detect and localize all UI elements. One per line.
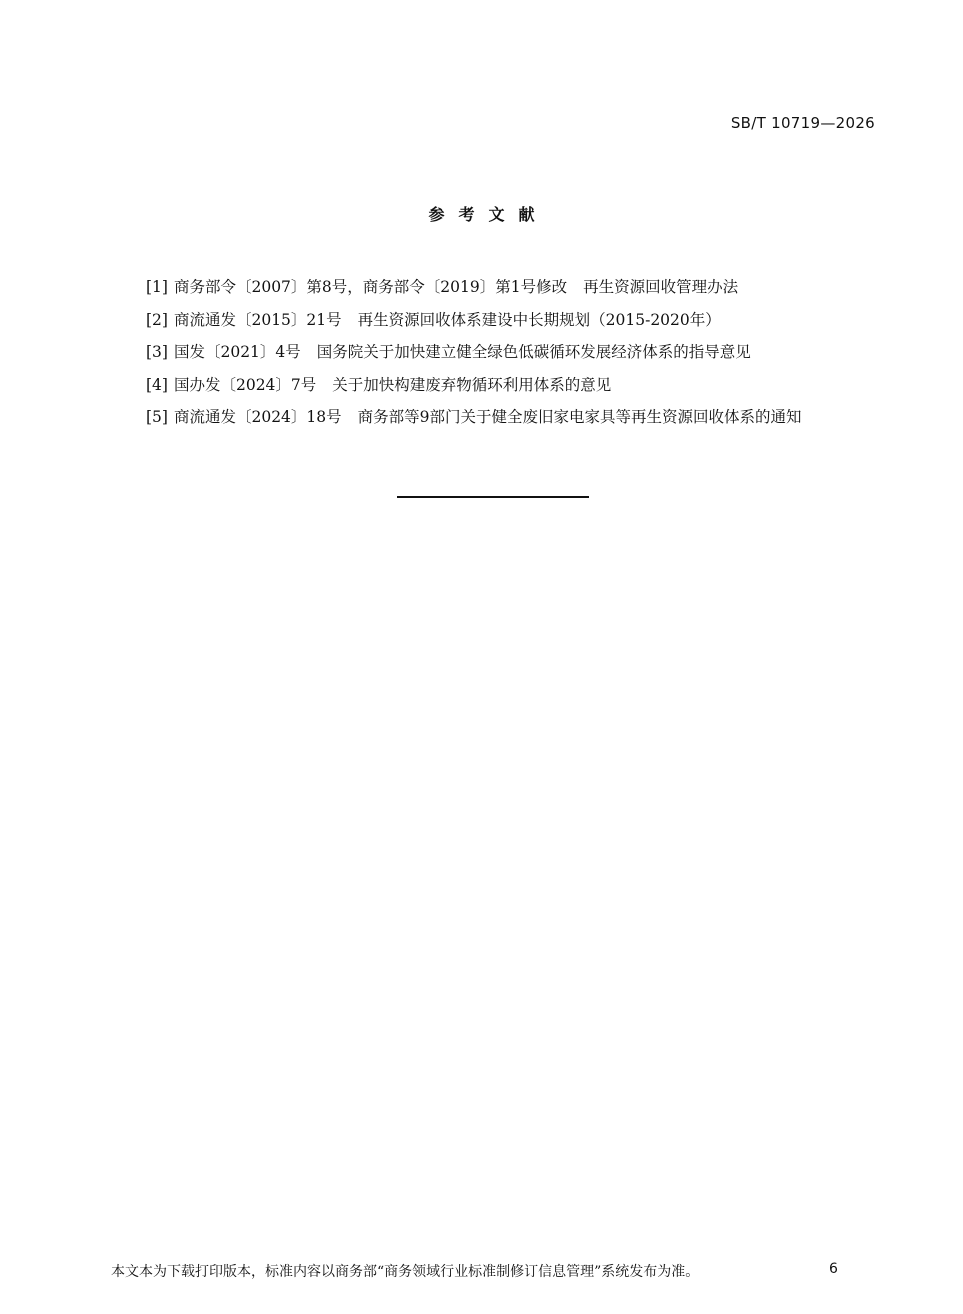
reference-number: [1] bbox=[146, 278, 168, 296]
reference-title: 再生资源回收管理办法 bbox=[583, 278, 739, 296]
reference-document-id: 国发〔2021〕4号 bbox=[173, 343, 301, 361]
reference-title: 关于加快构建废弃物循环利用体系的意见 bbox=[332, 375, 612, 394]
reference-document-id: 商流通发〔2024〕18号 bbox=[173, 408, 342, 426]
reference-document-id: 国办发〔2024〕7号 bbox=[173, 375, 317, 394]
standard-number: SB/T 10719—2026 bbox=[730, 114, 875, 132]
section-title: 参考文献 bbox=[428, 205, 549, 224]
reference-document-id: 商务部令〔2007〕第8号，商务部令〔2019〕第1号修改 bbox=[173, 278, 568, 296]
reference-item-5 bbox=[146, 406, 802, 439]
footer-note: 本文本为下载打印版本，标准内容以商务部“商务领域行业标准制修订信息管理”系统发布为准。 bbox=[111, 1264, 700, 1280]
reference-document-id: 商流通发〔2015〕21号 bbox=[173, 310, 342, 329]
reference-number: [5] bbox=[146, 408, 168, 426]
page-number: 6 bbox=[829, 1261, 838, 1277]
end-divider bbox=[397, 496, 589, 498]
reference-title: 商务部等9部门关于健全废旧家电家具等再生资源回收体系的通知 bbox=[357, 408, 802, 426]
reference-number: [4] bbox=[146, 375, 168, 394]
reference-number: [3] bbox=[146, 343, 168, 361]
reference-title: 再生资源回收体系建设中长期规划（2015-2020年） bbox=[357, 310, 721, 329]
reference-list bbox=[146, 276, 802, 439]
reference-item-4 bbox=[146, 374, 802, 407]
reference-title: 国务院关于加快建立健全绿色低碳循环发展经济体系的指导意见 bbox=[316, 343, 751, 361]
reference-item-1 bbox=[146, 276, 802, 309]
reference-item-3 bbox=[146, 341, 802, 374]
reference-item-2 bbox=[146, 309, 802, 342]
reference-number: [2] bbox=[146, 310, 168, 329]
